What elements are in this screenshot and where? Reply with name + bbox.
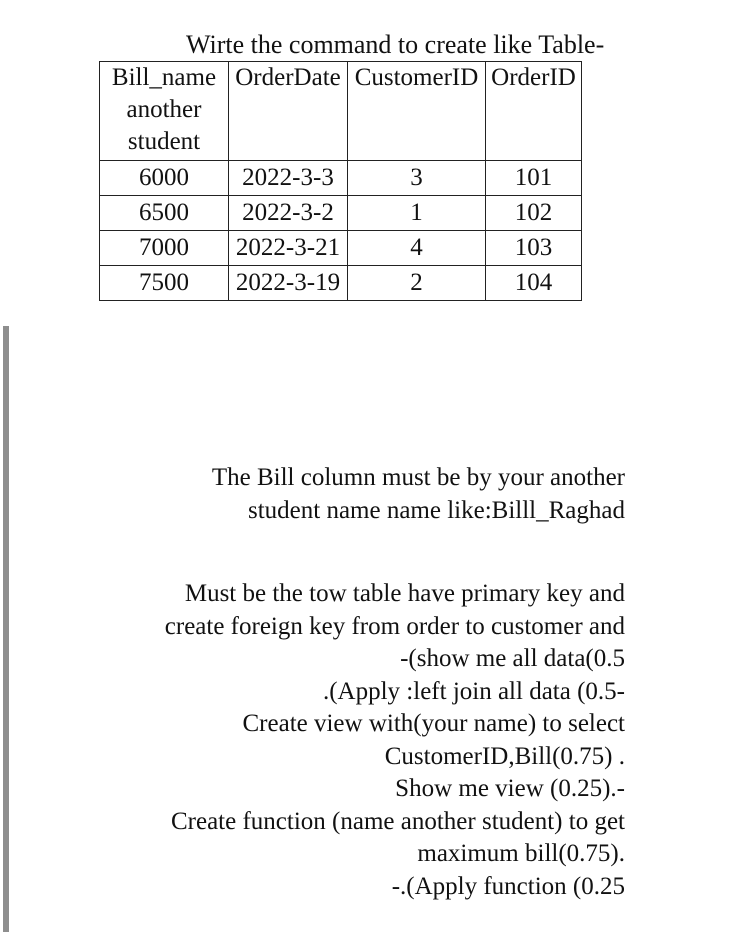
- header-order-id: [486, 62, 582, 161]
- instruction-line: CustomerID,Bill(0.75) .: [384, 742, 625, 770]
- header-customer-id: [348, 62, 486, 161]
- orders-table: [99, 61, 582, 301]
- table-header-row: [100, 62, 582, 161]
- table-row: [100, 266, 582, 301]
- cell-order-date: 2022-3-2: [229, 196, 348, 231]
- cell-order-date: 2022-3-21: [229, 231, 348, 266]
- header-text: another: [126, 96, 202, 123]
- cell-order-date: 2022-3-3: [229, 161, 348, 196]
- instruction-line: Create function (name another student) to get: [170, 807, 625, 835]
- cell-order-id: 103: [486, 231, 582, 266]
- cell-order-id: 101: [486, 161, 582, 196]
- cell-customer-id: 2: [348, 266, 486, 301]
- cell-bill: 6000: [100, 161, 229, 196]
- bill-column-note: [212, 462, 625, 527]
- instruction-line: Create view with(your name) to select: [242, 710, 625, 737]
- cell-customer-id: 3: [348, 161, 486, 196]
- page-title: Wirte the command to create like Table-: [186, 30, 605, 59]
- note-line: student name name like:Billl_Raghad: [247, 496, 625, 524]
- instruction-line: create foreign key from order to customer and: [164, 612, 625, 640]
- header-bill-name: [100, 62, 229, 161]
- instruction-line: Show me view (0.25).-: [395, 775, 625, 802]
- instruction-line: -(show me all data(0.5: [400, 645, 625, 672]
- cell-bill: 6500: [100, 196, 229, 231]
- cell-order-date: 2022-3-19: [229, 266, 348, 301]
- table-row: [100, 231, 582, 266]
- left-margin-bar: [3, 326, 9, 932]
- cell-bill: 7000: [100, 231, 229, 266]
- instructions-block: [165, 578, 625, 903]
- instruction-line: maximum bill(0.75).: [417, 840, 625, 867]
- header-text: OrderDate: [235, 64, 341, 91]
- note-line: The Bill column must be by your another: [211, 464, 625, 491]
- header-text: Bill_name: [111, 64, 217, 91]
- cell-bill: 7500: [100, 266, 229, 301]
- cell-customer-id: 4: [348, 231, 486, 266]
- cell-order-id: 104: [486, 266, 582, 301]
- cell-customer-id: 1: [348, 196, 486, 231]
- cell-order-id: 102: [486, 196, 582, 231]
- table-row: [100, 196, 582, 231]
- header-text: CustomerID: [354, 64, 479, 91]
- instruction-line: Must be the tow table have primary key and: [184, 580, 625, 607]
- table-row: [100, 161, 582, 196]
- header-text: OrderID: [491, 64, 576, 91]
- instruction-line: .(Apply :left join all data (0.5-: [322, 677, 625, 705]
- instruction-line: -.(Apply function (0.25: [391, 872, 625, 900]
- header-text: student: [127, 128, 201, 155]
- header-order-date: [229, 62, 348, 161]
